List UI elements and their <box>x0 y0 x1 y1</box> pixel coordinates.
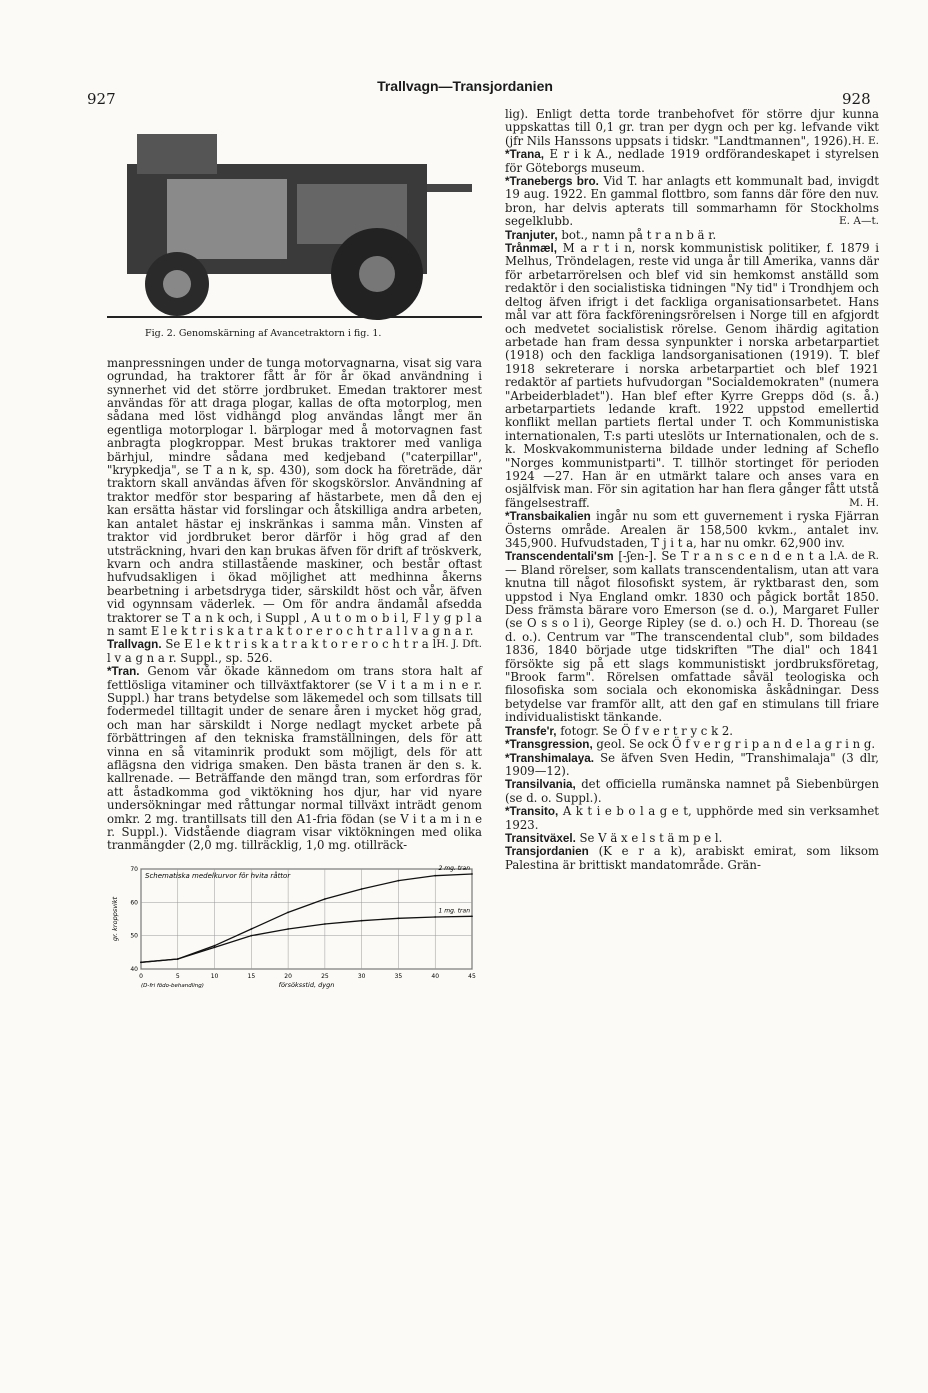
tractor-engine-cutaway <box>167 179 287 259</box>
left-column <box>107 124 482 991</box>
tractor-drawbar <box>427 184 472 192</box>
entry-tranjuter: Tranjuter, bot., namn på t r a n b ä r. <box>505 227 717 242</box>
y-axis-label: gr. kroppsvikt <box>111 896 119 942</box>
entry-transilvania: Transilvania, det officiella rumänska namnet på Siebenbürgen (se d. o. Suppl.). <box>505 777 879 805</box>
headword: Trallvagn. <box>107 638 162 652</box>
data-point <box>287 928 289 930</box>
entry-transcendentalism: Transcendentali'sm [-ʃen-]. Se T r a n s c e n d e n t a l. — Bland rörelser, som kallats transcendentalism, utan att vara knutna till något filosofiskt system, är ryktbarast den, som uppstod i Nya England omkr. 1830 och pågick bortåt 1850. Dess främsta bärare voro Emerson (se d. o.), Margaret Fuller (se O s s o l i), George Ripley (se d. o.) och H. D. Thoreau (se d. o.). Centrum var "The transcendental club", som bildades 1836, 1840 började utge tidskriften "The dial" och 1841 försökte sig på ett slags kommunistiskt jordbruksföretag, "Brook farm". Rörelsen omfattade såväl teologiska och filosofiska som sociala och ekonomiska åskådningar. Dess betydelse var framför allt, att den gaf en stimulans till friare individualistiskt tänkande. <box>505 549 879 725</box>
headword: Tranjuter, <box>505 228 558 242</box>
running-title: Trallvagn—Transjordanien <box>377 78 553 94</box>
tractor-illustration <box>107 124 482 320</box>
series-label: 1 mg. tran <box>438 907 470 915</box>
y-tick-label: 70 <box>130 865 138 873</box>
headword: Transilvania, <box>505 778 576 792</box>
entry-tranmael: Trånmæl, M a r t i n, norsk kommunistisk politiker, f. 1879 i Melhus, Tröndelagen, reste vid unga år till Amerika, vanns där för arbetarrörelsen och blef vid sin hemkomst anställd som redaktör i den socialistiska tidningen "Ny tid" i Trondhjem och deltog äfven ifrigt i det fackliga organisationsarbetet. Hans mål var att föra fackföreningsrörelsen i Norge till en afgjordt och medvetet socialistisk rörelse. Genom ihärdig agitation arbetade han fram dessa synpunkter i norska arbetarpartiet (1918) och den fackliga landsorganisationen (1919). T. blef 1918 sekreterare i norska arbetarpartiet och blef 1921 redaktör af partiets hufvudorgan "Socialdemokraten" (numera "Arbeiderbladet"). Han blef efter Kyrre Grepps död (s. å.) arbetarpartiets ledande kraft. 1922 uppstod emellertid konflikt mellan partiets flertal under T. och Kommunistiska internationalen, T:s parti uteslöts ur Internationalen, och de s. k. Moskvakommunisterna bildade under ledning af Scheflo "Norges kommunistparti". T. tillhör stortinget för perioden 1924 —27. Han är en utmärkt talare och anses vara en osjälfvisk man. För sin agitation har han flera gånger fått utstå fängelsestraff. M. H. <box>505 241 880 510</box>
data-point <box>140 961 142 963</box>
data-point <box>177 958 179 960</box>
y-tick-label: 60 <box>130 899 138 907</box>
series-line <box>141 916 472 962</box>
x-axis-label: försöksstid, dygn <box>278 980 335 989</box>
data-point <box>471 873 473 875</box>
x-axis-note: (D-fri födo-behandling) <box>141 982 204 989</box>
data-point <box>250 928 252 930</box>
signature: H. E. <box>852 134 879 147</box>
tractor-figure <box>107 124 482 341</box>
headword: *Transbaikalien <box>505 510 591 524</box>
data-point <box>434 875 436 877</box>
headword: *Transgression, <box>505 738 593 752</box>
x-tick-label: 30 <box>357 972 366 980</box>
entry-trallvagn: Trallvagn. Se E l e k t r i s k a t r a k t o r e r o c h t r a l l v a g n a r. Suppl., sp. 526. <box>107 637 437 665</box>
headword: Transjordanien <box>505 845 589 859</box>
entry-transjordanien: Transjordanien (K e r a k), arabiskt emirat, som liksom Palestina är brittiskt mandatområde. Grän- <box>505 844 880 872</box>
signature: A. de R. <box>837 550 879 563</box>
entry-transbaikalien: *Transbaikalien ingår nu som ett guvernement i ryska Fjärran Österns område. Arealen är 158,500 kvkm., antalet inv. 345,900. Hufvudstaden, T j i t a, har nu omkr. 62,900 inv. A. de R. <box>505 509 879 563</box>
paragraph-tran-continued: lig). Enligt detta torde tranbehofvet för större djur kunna uppskattas till 0,1 gr. tran per dygn och per kg. lefvande vikt (jfr Nils Hanssons uppsats i tidskr. "Landtmannen", 1926). H. E. <box>505 107 879 148</box>
page-number-left: 927 <box>87 90 116 108</box>
entry-transfer: Transfe'r, fotogr. Se Ö f v e r t r y c k 2. <box>505 723 734 738</box>
data-point <box>324 898 326 900</box>
series-label: 2 mg. tran <box>438 864 470 872</box>
signature: E. A—t. <box>839 215 879 228</box>
x-tick-label: 40 <box>431 972 440 980</box>
data-point <box>398 880 400 882</box>
chart-svg <box>107 861 482 991</box>
x-tick-label: 15 <box>247 972 256 980</box>
headword: Trånmæl, <box>505 242 557 256</box>
x-tick-label: 10 <box>210 972 219 980</box>
y-tick-label: 40 <box>130 965 138 973</box>
tractor-engine-top <box>137 134 217 174</box>
entry-transitvaxel: Transitväxel. Se V ä x e l s t ä m p e l. <box>505 830 723 845</box>
entry-transito: *Transito, A k t i e b o l a g e t, upphörde med sin verksamhet 1923. <box>505 804 880 832</box>
entry-tranebergs-bro: *Tranebergs bro. Vid T. har anlagts ett kommunalt bad, invigdt 19 aug. 1922. En gammal flottbro, som fanns där före den nuv. bron, har delvis apterats till sommarhamn för Stockholms segelklubb. E. A—t. <box>505 174 879 229</box>
headword: *Transito, <box>505 805 559 819</box>
data-point <box>214 945 216 947</box>
tran-weight-chart <box>107 861 482 991</box>
headword: Transitväxel. <box>505 831 576 845</box>
x-tick-label: 25 <box>321 972 329 980</box>
entry-transgression: *Transgression, geol. Se ock Ö f v e r g r i p a n d e l a g r i n g. <box>505 737 876 752</box>
x-tick-label: 0 <box>139 972 143 980</box>
data-point <box>361 920 363 922</box>
right-column <box>505 108 879 872</box>
headword: *Tranebergs bro. <box>505 175 599 189</box>
tractor-rear-hub <box>359 256 395 292</box>
headword: *Tran. <box>107 665 140 679</box>
data-point <box>398 917 400 919</box>
entry-tran: *Tran. Genom vår ökade kännedom om trans stora halt af fettlösliga vitaminer och tillväxtfaktorer (se V i t a m i n e r. Suppl.) har trans betydelse som läkemedel och som tillsats till fodermedel tilltagit under de senare åren i mycket hög grad, och man har särskildt i Norge nedlagt mycket arbete på förbättringen af den tekniska framställningen, dels för att vinna en så vitaminrik produkt som möjligt, dels för att aflägsna den vidriga smaken. Den bästa tranen är den s. k. kallrenade. — Beträffande den mängd tran, som erfordras för att åstadkomma god viktökning hos djur, har vid nyare undersökningar med råttungar normal tillväxt inträdt genom omkr. 2 mg. trantillsats till den A1-fria födan (se V i t a m i n e r. Suppl.). Vidstående diagram visar viktökningen med olika tranmängder (2,0 mg. tillräcklig, 1,0 mg. otillräck- <box>107 664 482 853</box>
x-tick-label: 20 <box>284 972 292 980</box>
data-point <box>324 923 326 925</box>
data-point <box>434 916 436 918</box>
y-tick-label: 50 <box>130 932 138 940</box>
headword: Transcendentali'sm <box>505 550 614 564</box>
headword: *Transhimalaya. <box>505 751 595 765</box>
entry-transhimalaya: *Transhimalaya. Se äfven Sven Hedin, "Transhimalaja" (3 dlr, 1909—12). <box>505 750 879 778</box>
data-point <box>287 911 289 913</box>
headword: Transfe'r, <box>505 724 557 738</box>
series-line <box>141 874 472 962</box>
headword: *Trana, <box>505 148 544 162</box>
data-point <box>214 946 216 948</box>
paragraph-traktor-continued: manpressningen under de tunga motorvagnarna, visat sig vara ogrundad, ha traktorer fått år för år ökad användning i synnerhet vid det större jordbruket. Emedan traktorer mest användas för att draga plogar, kallas de ofta motorplog, men sådana med löst vidhängd plog användas långt mer än egentliga motorplogar l. bärplogar med å motorvagnen fast anbragta plogkroppar. Mest brukas traktorer med vanliga bärhjul, mindre sådana med kedjeband ("caterpillar", "krypkedja", se T a n k, sp. 430), som dock ha företräde, där traktorn skall användas äfven för skogskörslor. Användning af traktor medför stor besparing af hästarbete, men då den ej kan ersätta hästar vid forslingar och åtskilliga andra arbeten, kan antalet hästar ej inskränkas i samma mån. Vinsten af traktor vid jordbruket beror därför i hög grad af den utsträckning, hvari den kan brukas äfven för drift af tröskverk, kvarn och andra stillastående maskiner, och består oftast hufvudsakligen i ökad möjlighet att medhinna åkerns bearbetning i arbetsdryga tider, särskildt höst och vår, äfven vid ogynnsam väderlek. — Om för andra ändamål afsedda traktorer se T a n k och, i Suppl , A u t o m o b i l, F l y g p l a n samt E l e k t r i s k a t r a k t o r e r o c h t r a l l v a g n a r. H. J. Dft. <box>107 355 482 651</box>
signature: M. H. <box>849 496 879 509</box>
x-tick-label: 45 <box>468 972 476 980</box>
data-point <box>250 935 252 937</box>
chart-title: Schematiska medelkurvor för hvita råttor <box>145 871 291 880</box>
x-tick-label: 5 <box>175 972 180 980</box>
tractor-front-hub <box>163 270 191 298</box>
signature: H. J. Dft. <box>436 638 482 651</box>
entry-trana: *Trana, E r i k A., nedlade 1919 ordförandeskapet i styrelsen för Göteborgs museum. <box>505 147 880 175</box>
page-number-right: 928 <box>842 90 871 108</box>
data-point <box>361 888 363 890</box>
data-point <box>471 915 473 917</box>
figure-caption: Fig. 2. Genomskärning af Avancetraktorn i fig. 1. <box>145 328 382 340</box>
x-tick-label: 35 <box>394 972 403 980</box>
